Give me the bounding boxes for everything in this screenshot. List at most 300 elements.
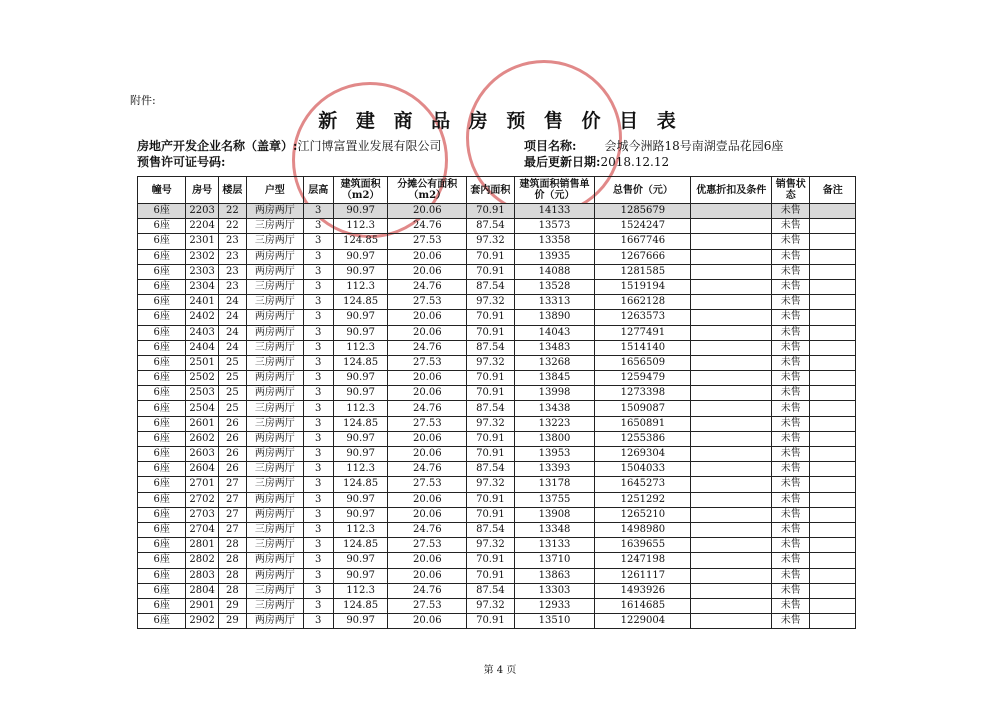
- table-cell: 124.85: [333, 295, 388, 310]
- col-header: 建筑面积销售单价（元）: [514, 177, 595, 204]
- table-row: [138, 447, 856, 462]
- table-row: [138, 522, 856, 537]
- table-cell: 2504: [186, 401, 218, 416]
- table-cell: 2302: [186, 249, 218, 264]
- table-cell: [691, 310, 772, 325]
- table-cell: 70.91: [467, 325, 514, 340]
- table-cell: 97.32: [467, 355, 514, 370]
- table-cell: 90.97: [333, 310, 388, 325]
- table-cell: 1269304: [595, 447, 691, 462]
- price-table: [137, 176, 856, 629]
- table-cell: 2804: [186, 583, 218, 598]
- table-cell: [810, 583, 856, 598]
- table-cell: 未售: [772, 507, 810, 522]
- table-cell: 两房两厅: [247, 568, 304, 583]
- table-cell: 1261117: [595, 568, 691, 583]
- table-cell: 20.06: [388, 249, 467, 264]
- table-row: [138, 264, 856, 279]
- table-cell: 124.85: [333, 416, 388, 431]
- table-cell: 112.3: [333, 340, 388, 355]
- table-cell: 25: [218, 401, 246, 416]
- table-cell: 12933: [514, 598, 595, 613]
- table-cell: 3: [303, 583, 333, 598]
- table-row: [138, 310, 856, 325]
- table-cell: 13178: [514, 477, 595, 492]
- table-row: [138, 295, 856, 310]
- table-row: [138, 568, 856, 583]
- table-cell: [691, 416, 772, 431]
- table-cell: 20.06: [388, 325, 467, 340]
- table-cell: [691, 234, 772, 249]
- table-cell: 未售: [772, 204, 810, 219]
- table-cell: 13358: [514, 234, 595, 249]
- table-cell: 2702: [186, 492, 218, 507]
- table-row: [138, 598, 856, 613]
- table-cell: 2204: [186, 219, 218, 234]
- table-cell: 未售: [772, 325, 810, 340]
- table-cell: 25: [218, 371, 246, 386]
- table-cell: 2603: [186, 447, 218, 462]
- col-header: 总售价（元）: [595, 177, 691, 204]
- table-cell: 13438: [514, 401, 595, 416]
- table-cell: 1498980: [595, 522, 691, 537]
- table-cell: 未售: [772, 371, 810, 386]
- table-cell: 24: [218, 295, 246, 310]
- table-cell: 13800: [514, 431, 595, 446]
- table-cell: 14043: [514, 325, 595, 340]
- table-cell: 90.97: [333, 204, 388, 219]
- table-cell: 6座: [138, 538, 186, 553]
- table-cell: [810, 614, 856, 629]
- table-cell: 70.91: [467, 431, 514, 446]
- table-cell: 2704: [186, 522, 218, 537]
- table-cell: 3: [303, 325, 333, 340]
- table-cell: 87.54: [467, 401, 514, 416]
- table-cell: 未售: [772, 340, 810, 355]
- table-cell: 90.97: [333, 553, 388, 568]
- table-cell: 70.91: [467, 386, 514, 401]
- table-cell: 124.85: [333, 234, 388, 249]
- table-cell: 20.06: [388, 492, 467, 507]
- table-row: [138, 234, 856, 249]
- table-cell: 两房两厅: [247, 507, 304, 522]
- table-cell: 6座: [138, 522, 186, 537]
- table-cell: 3: [303, 355, 333, 370]
- table-cell: 6座: [138, 447, 186, 462]
- table-cell: 1493926: [595, 583, 691, 598]
- table-cell: 2404: [186, 340, 218, 355]
- table-cell: 未售: [772, 614, 810, 629]
- table-cell: 2502: [186, 371, 218, 386]
- table-cell: 112.3: [333, 583, 388, 598]
- table-cell: 20.06: [388, 568, 467, 583]
- table-cell: 6座: [138, 507, 186, 522]
- table-cell: 两房两厅: [247, 249, 304, 264]
- col-header: 套内面积: [467, 177, 514, 204]
- table-cell: 2701: [186, 477, 218, 492]
- developer-label: 房地产开发企业名称（盖章）:: [137, 139, 298, 153]
- permit-line: [137, 153, 225, 170]
- table-cell: 87.54: [467, 340, 514, 355]
- table-cell: 6座: [138, 386, 186, 401]
- table-cell: 13998: [514, 386, 595, 401]
- table-cell: 90.97: [333, 325, 388, 340]
- table-cell: 70.91: [467, 568, 514, 583]
- table-cell: 6座: [138, 431, 186, 446]
- table-cell: 6座: [138, 279, 186, 294]
- table-row: [138, 340, 856, 355]
- table-cell: [810, 462, 856, 477]
- table-cell: 90.97: [333, 568, 388, 583]
- table-cell: 两房两厅: [247, 310, 304, 325]
- table-cell: [691, 538, 772, 553]
- table-cell: [691, 279, 772, 294]
- table-cell: 112.3: [333, 522, 388, 537]
- table-cell: 2703: [186, 507, 218, 522]
- table-cell: 87.54: [467, 219, 514, 234]
- table-cell: 1639655: [595, 538, 691, 553]
- table-cell: 23: [218, 234, 246, 249]
- table-cell: 三房两厅: [247, 522, 304, 537]
- table-cell: 3: [303, 416, 333, 431]
- table-cell: 24.76: [388, 219, 467, 234]
- table-cell: [691, 219, 772, 234]
- table-cell: 1247198: [595, 553, 691, 568]
- table-row: [138, 204, 856, 219]
- update-label: 最后更新日期:: [524, 155, 601, 169]
- table-cell: 1259479: [595, 371, 691, 386]
- table-cell: 87.54: [467, 583, 514, 598]
- table-cell: 1614685: [595, 598, 691, 613]
- table-cell: 两房两厅: [247, 492, 304, 507]
- table-cell: 70.91: [467, 553, 514, 568]
- table-cell: 97.32: [467, 295, 514, 310]
- table-cell: 20.06: [388, 264, 467, 279]
- table-cell: 24.76: [388, 279, 467, 294]
- table-cell: 13755: [514, 492, 595, 507]
- table-cell: 13223: [514, 416, 595, 431]
- table-cell: 24.76: [388, 401, 467, 416]
- table-cell: 3: [303, 371, 333, 386]
- table-cell: 6座: [138, 568, 186, 583]
- table-cell: 未售: [772, 492, 810, 507]
- table-cell: 25: [218, 355, 246, 370]
- table-cell: [691, 431, 772, 446]
- table-cell: [810, 264, 856, 279]
- table-cell: 2402: [186, 310, 218, 325]
- table-cell: 未售: [772, 279, 810, 294]
- table-cell: 28: [218, 538, 246, 553]
- table-cell: 6座: [138, 462, 186, 477]
- table-cell: 24: [218, 340, 246, 355]
- col-header: 楼层: [218, 177, 246, 204]
- col-header: 幢号: [138, 177, 186, 204]
- table-cell: [691, 492, 772, 507]
- table-cell: 23: [218, 279, 246, 294]
- table-cell: 28: [218, 583, 246, 598]
- table-cell: 2801: [186, 538, 218, 553]
- table-cell: 97.32: [467, 598, 514, 613]
- table-cell: [691, 447, 772, 462]
- table-cell: 两房两厅: [247, 431, 304, 446]
- table-cell: 3: [303, 204, 333, 219]
- table-cell: 未售: [772, 234, 810, 249]
- table-cell: 23: [218, 249, 246, 264]
- table-cell: 未售: [772, 386, 810, 401]
- table-cell: 13528: [514, 279, 595, 294]
- table-cell: 3: [303, 234, 333, 249]
- table-cell: [810, 431, 856, 446]
- table-cell: [810, 477, 856, 492]
- table-row: [138, 614, 856, 629]
- table-cell: 124.85: [333, 355, 388, 370]
- table-cell: 70.91: [467, 614, 514, 629]
- table-row: [138, 583, 856, 598]
- table-cell: 97.32: [467, 416, 514, 431]
- table-cell: [691, 462, 772, 477]
- table-cell: 20.06: [388, 614, 467, 629]
- table-cell: 27: [218, 522, 246, 537]
- table-cell: 6座: [138, 219, 186, 234]
- table-cell: 14088: [514, 264, 595, 279]
- table-cell: 三房两厅: [247, 219, 304, 234]
- table-cell: 27.53: [388, 598, 467, 613]
- table-cell: 两房两厅: [247, 264, 304, 279]
- table-cell: [691, 371, 772, 386]
- project-line: [524, 137, 783, 154]
- table-cell: 27.53: [388, 295, 467, 310]
- table-cell: 2902: [186, 614, 218, 629]
- table-cell: 3: [303, 477, 333, 492]
- table-cell: 25: [218, 386, 246, 401]
- table-row: [138, 325, 856, 340]
- table-body: [138, 204, 856, 629]
- table-cell: 13133: [514, 538, 595, 553]
- table-cell: 2304: [186, 279, 218, 294]
- table-cell: 13710: [514, 553, 595, 568]
- table-cell: 70.91: [467, 507, 514, 522]
- table-cell: 20.06: [388, 431, 467, 446]
- table-cell: 6座: [138, 355, 186, 370]
- table-cell: [810, 295, 856, 310]
- table-cell: 未售: [772, 401, 810, 416]
- table-row: [138, 355, 856, 370]
- table-cell: [810, 249, 856, 264]
- table-cell: 13890: [514, 310, 595, 325]
- table-cell: 两房两厅: [247, 386, 304, 401]
- col-header: 建筑面积（m2）: [333, 177, 388, 204]
- table-cell: 1519194: [595, 279, 691, 294]
- table-cell: 3: [303, 279, 333, 294]
- table-cell: 6座: [138, 310, 186, 325]
- table-cell: [691, 325, 772, 340]
- table-cell: 13845: [514, 371, 595, 386]
- table-cell: 90.97: [333, 371, 388, 386]
- table-cell: [691, 295, 772, 310]
- table-row: [138, 462, 856, 477]
- table-cell: 13313: [514, 295, 595, 310]
- table-cell: 2601: [186, 416, 218, 431]
- col-header: 销售状态: [772, 177, 810, 204]
- table-cell: 20.06: [388, 371, 467, 386]
- table-cell: [810, 492, 856, 507]
- table-cell: 2901: [186, 598, 218, 613]
- table-cell: [810, 386, 856, 401]
- table-cell: 3: [303, 462, 333, 477]
- table-cell: 3: [303, 295, 333, 310]
- table-cell: 1509087: [595, 401, 691, 416]
- table-cell: 3: [303, 492, 333, 507]
- table-cell: 90.97: [333, 507, 388, 522]
- table-cell: 1524247: [595, 219, 691, 234]
- table-cell: 112.3: [333, 462, 388, 477]
- table-cell: 3: [303, 401, 333, 416]
- table-cell: 未售: [772, 538, 810, 553]
- table-cell: 1504033: [595, 462, 691, 477]
- table-cell: 28: [218, 553, 246, 568]
- table-cell: 2301: [186, 234, 218, 249]
- table-cell: 三房两厅: [247, 401, 304, 416]
- table-cell: 26: [218, 416, 246, 431]
- table-cell: 112.3: [333, 219, 388, 234]
- table-cell: 20.06: [388, 204, 467, 219]
- table-cell: 27: [218, 492, 246, 507]
- table-cell: 未售: [772, 553, 810, 568]
- table-cell: 1281585: [595, 264, 691, 279]
- table-cell: 3: [303, 219, 333, 234]
- table-cell: 90.97: [333, 431, 388, 446]
- table-cell: [810, 447, 856, 462]
- table-cell: 87.54: [467, 279, 514, 294]
- annex-label: 附件:: [130, 94, 156, 107]
- table-row: [138, 279, 856, 294]
- table-cell: 90.97: [333, 249, 388, 264]
- table-cell: 22: [218, 204, 246, 219]
- table-cell: 未售: [772, 431, 810, 446]
- table-row: [138, 219, 856, 234]
- table-cell: 未售: [772, 568, 810, 583]
- table-cell: 3: [303, 310, 333, 325]
- table-cell: 13953: [514, 447, 595, 462]
- table-cell: [691, 507, 772, 522]
- table-cell: 20.06: [388, 447, 467, 462]
- table-cell: 20.06: [388, 507, 467, 522]
- table-row: [138, 416, 856, 431]
- table-cell: 26: [218, 431, 246, 446]
- table-cell: [691, 598, 772, 613]
- table-cell: 3: [303, 568, 333, 583]
- table-cell: 13908: [514, 507, 595, 522]
- table-cell: 90.97: [333, 447, 388, 462]
- table-cell: 三房两厅: [247, 583, 304, 598]
- table-cell: [691, 477, 772, 492]
- table-cell: [691, 583, 772, 598]
- table-cell: 27.53: [388, 538, 467, 553]
- table-cell: 90.97: [333, 492, 388, 507]
- table-cell: 未售: [772, 462, 810, 477]
- table-cell: 3: [303, 538, 333, 553]
- table-row: [138, 507, 856, 522]
- col-header: 分摊公有面积（m2）: [388, 177, 467, 204]
- update-line: [524, 153, 669, 170]
- table-cell: [691, 386, 772, 401]
- table-cell: [691, 401, 772, 416]
- table-cell: [810, 522, 856, 537]
- col-header: 层高: [303, 177, 333, 204]
- table-cell: 6座: [138, 598, 186, 613]
- project-label: 项目名称:: [524, 139, 577, 153]
- table-cell: 90.97: [333, 386, 388, 401]
- table-row: [138, 492, 856, 507]
- table-cell: 三房两厅: [247, 538, 304, 553]
- table-cell: [691, 614, 772, 629]
- table-cell: [810, 355, 856, 370]
- table-cell: 6座: [138, 371, 186, 386]
- table-cell: [691, 249, 772, 264]
- table-cell: 29: [218, 614, 246, 629]
- table-cell: 28: [218, 568, 246, 583]
- table-cell: 两房两厅: [247, 204, 304, 219]
- table-cell: 三房两厅: [247, 295, 304, 310]
- table-cell: 90.97: [333, 264, 388, 279]
- table-cell: 26: [218, 447, 246, 462]
- table-cell: 97.32: [467, 538, 514, 553]
- table-cell: 1285679: [595, 204, 691, 219]
- developer-value: 江门博富置业发展有限公司: [297, 139, 442, 153]
- table-cell: 两房两厅: [247, 447, 304, 462]
- table-cell: 23: [218, 264, 246, 279]
- table-cell: 2501: [186, 355, 218, 370]
- table-cell: [691, 568, 772, 583]
- table-cell: 6座: [138, 614, 186, 629]
- page-number: 第 4 页: [483, 665, 517, 676]
- table-cell: [810, 204, 856, 219]
- table-cell: 24: [218, 310, 246, 325]
- table-cell: 13510: [514, 614, 595, 629]
- table-cell: 3: [303, 386, 333, 401]
- table-cell: 2403: [186, 325, 218, 340]
- table-cell: 1229004: [595, 614, 691, 629]
- table-cell: [810, 279, 856, 294]
- table-cell: 27.53: [388, 355, 467, 370]
- table-cell: 未售: [772, 416, 810, 431]
- table-cell: [810, 507, 856, 522]
- table-cell: 未售: [772, 264, 810, 279]
- table-row: [138, 371, 856, 386]
- update-value: 2018.12.12: [600, 155, 670, 169]
- table-header-row: [138, 177, 856, 204]
- table-cell: [691, 553, 772, 568]
- table-cell: 13573: [514, 219, 595, 234]
- table-cell: 13863: [514, 568, 595, 583]
- table-cell: 20.06: [388, 386, 467, 401]
- table-cell: 2401: [186, 295, 218, 310]
- table-cell: [810, 371, 856, 386]
- table-cell: 70.91: [467, 204, 514, 219]
- table-cell: 27: [218, 507, 246, 522]
- table-cell: 3: [303, 249, 333, 264]
- table-cell: 20.06: [388, 310, 467, 325]
- table-cell: 24.76: [388, 340, 467, 355]
- table-cell: 24: [218, 325, 246, 340]
- table-cell: 未售: [772, 310, 810, 325]
- table-cell: 112.3: [333, 279, 388, 294]
- table-cell: 97.32: [467, 477, 514, 492]
- table-cell: 两房两厅: [247, 553, 304, 568]
- table-cell: 124.85: [333, 477, 388, 492]
- table-cell: 未售: [772, 295, 810, 310]
- table-cell: 未售: [772, 219, 810, 234]
